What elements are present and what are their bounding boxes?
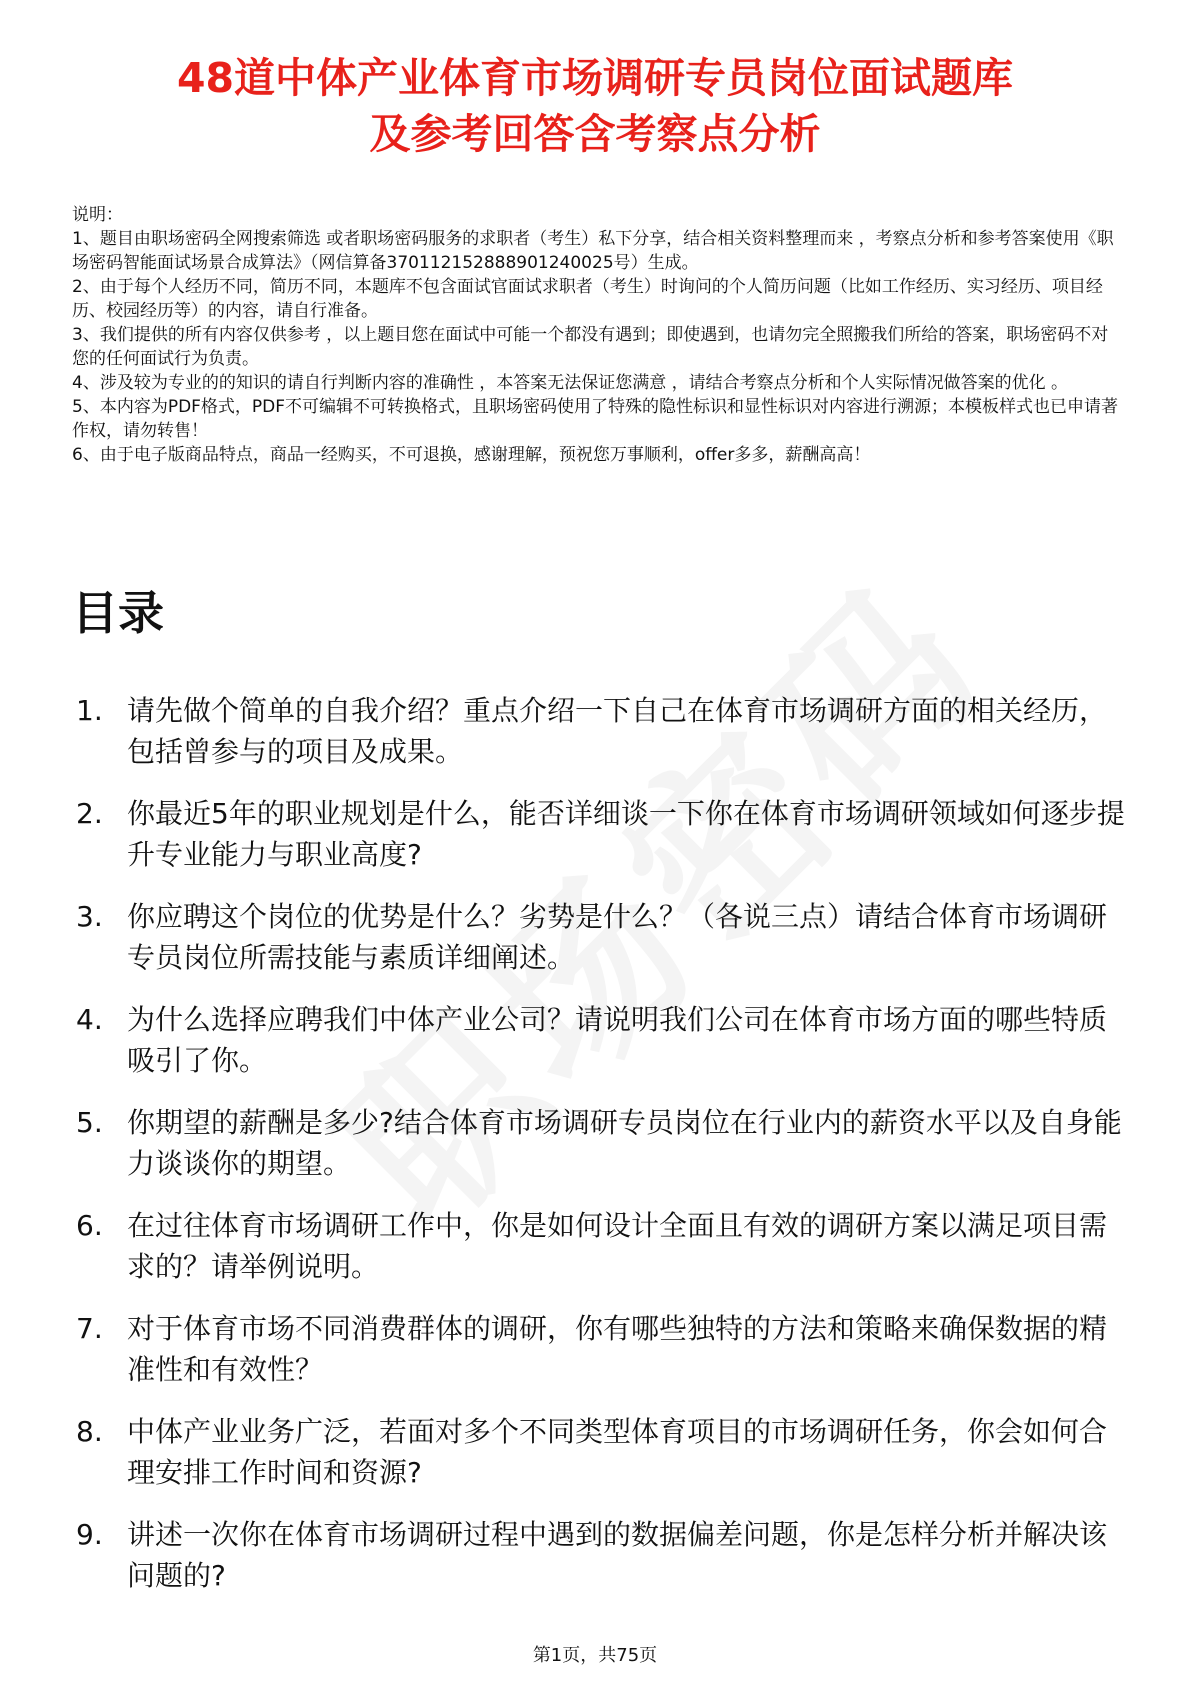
toc-item[interactable] [72,1411,1132,1493]
toc-item[interactable] [72,999,1132,1081]
toc-item-number: 6. [76,1209,103,1242]
toc-item[interactable] [72,1205,1132,1287]
toc-item-text: 你期望的薪酬是多少?结合体育市场调研专员岗位在行业内的薪资水平以及自身能力谈谈你的期望。 [127,1106,1122,1180]
toc-item-number: 1. [76,694,103,727]
toc-item[interactable] [72,793,1132,875]
toc-item[interactable] [72,1308,1132,1390]
toc-item-text: 中体产业业务广泛，若面对多个不同类型体育项目的市场调研任务，你会如何合理安排工作时间和资源? [127,1415,1108,1489]
title-line-1: 48道中体产业体育市场调研专员岗位面试题库 [176,54,1014,102]
note-item-5: 5、本内容为PDF格式，PDF不可编辑不可转换格式，且职场密码使用了特殊的隐性标识和显性标识对内容进行溯源；本模板样式也已申请著作权，请勿转售！ [72,397,1119,441]
note-item-4: 4、涉及较为专业的的知识的请自行判断内容的准确性 ，本答案无法保证您满意 ，请结合考察点分析和个人实际情况做答案的优化 。 [72,373,1069,393]
note-item-1: 1、题目由职场密码全网搜索筛选 或者职场密码服务的求职者（考生）私下分享，结合相关资料整理而来 ，考察点分析和参考答案使用《职场密码智能面试场景合成算法》（网信算备370112152888901240025号）生成。 [72,229,1114,273]
toc-item-text: 为什么选择应聘我们中体产业公司？请说明我们公司在体育市场方面的哪些特质吸引了你。 [127,1003,1108,1077]
toc-item-number: 8. [76,1415,103,1448]
toc-item-text: 你最近5年的职业规划是什么，能否详细谈一下你在体育市场调研领域如何逐步提升专业能力与职业高度? [127,797,1125,871]
toc-item-text: 请先做个简单的自我介绍？重点介绍一下自己在体育市场调研方面的相关经历，包括曾参与的项目及成果。 [127,694,1108,768]
toc-item-text: 讲述一次你在体育市场调研过程中遇到的数据偏差问题，你是怎样分析并解决该问题的? [127,1518,1108,1592]
note-item-2: 2、由于每个人经历不同，简历不同，本题库不包含面试官面试求职者（考生）时询问的个人简历问题（比如工作经历、实习经历、项目经历、校园经历等）的内容，请自行准备。 [72,277,1103,321]
toc-item-text: 对于体育市场不同消费群体的调研，你有哪些独特的方法和策略来确保数据的精准性和有效性？ [127,1312,1108,1386]
document-title [40,50,1150,162]
toc-list [72,690,1132,1617]
page-footer: 第1页，共75页 [532,1645,658,1666]
toc-item-number: 4. [76,1003,103,1036]
toc-item-text: 在过往体育市场调研工作中，你是如何设计全面且有效的调研方案以满足项目需求的？请举例说明。 [127,1209,1108,1283]
toc-item-text: 你应聘这个岗位的优势是什么？劣势是什么？（各说三点）请结合体育市场调研专员岗位所需技能与素质详细阐述。 [127,900,1108,974]
toc-item-number: 7. [76,1312,103,1345]
notes-heading: 说明： [72,205,123,225]
note-item-6: 6、由于电子版商品特点，商品一经购买，不可退换，感谢理解，预祝您万事顺利，offer多多，薪酬高高！ [72,445,871,465]
toc-item[interactable] [72,1514,1132,1596]
toc-item[interactable] [72,690,1132,772]
toc-item-number: 2. [76,797,103,830]
notes-section [72,203,1122,467]
toc-item-number: 3. [76,900,103,933]
toc-item-number: 5. [76,1106,103,1139]
toc-item[interactable] [72,896,1132,978]
toc-item[interactable] [72,1102,1132,1184]
note-item-3: 3、我们提供的所有内容仅供参考 ，以上题目您在面试中可能一个都没有遇到；即使遇到，也请勿完全照搬我们所给的答案，职场密码不对您的任何面试行为负责。 [72,325,1109,369]
toc-heading: 目录 [72,586,164,640]
title-line-2: 及参考回答含考察点分析 [369,110,821,158]
toc-item-number: 9. [76,1518,103,1551]
